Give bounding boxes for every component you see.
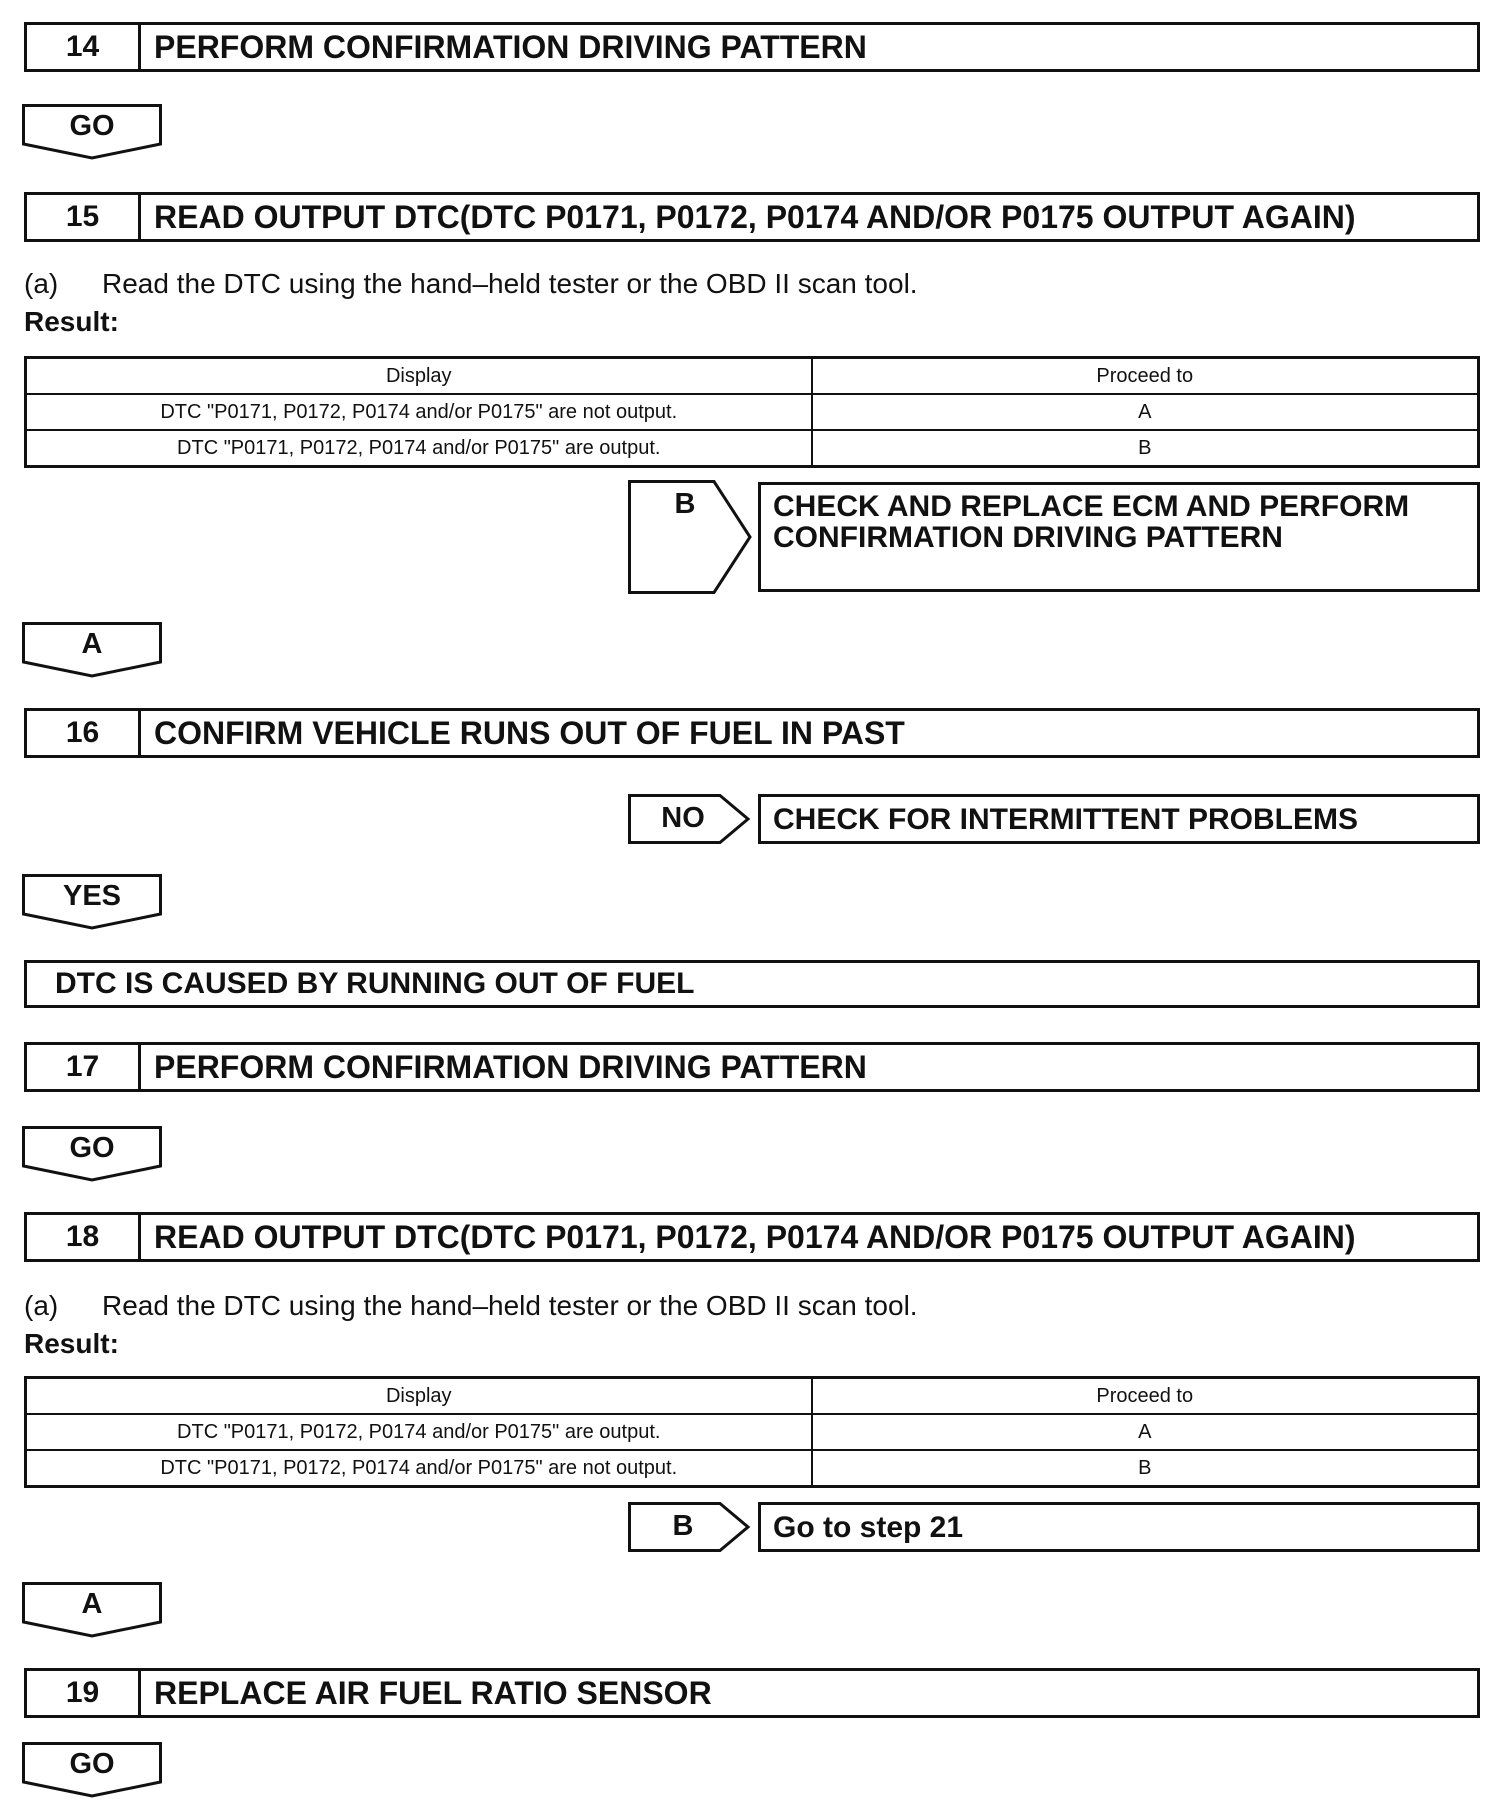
result-heading: Result: xyxy=(24,1328,119,1359)
step-17-header xyxy=(24,1042,1480,1092)
step-title: PERFORM CONFIRMATION DRIVING PATTERN xyxy=(154,1048,867,1085)
branch-b xyxy=(628,480,752,594)
result-table xyxy=(24,356,1480,468)
go-label: GO xyxy=(69,1748,115,1780)
step-number: 17 xyxy=(27,1045,141,1089)
action-box xyxy=(758,482,1480,592)
table-cell: A xyxy=(812,1414,1479,1450)
step-number: 14 xyxy=(27,25,141,69)
item-text: Read the DTC using the hand–held tester or the OBD II scan tool. xyxy=(102,268,918,299)
action-text-line: CONFIRMATION DRIVING PATTERN xyxy=(773,521,1283,554)
step-title: READ OUTPUT DTC(DTC P0171, P0172, P0174 AND/OR P0175 OUTPUT AGAIN) xyxy=(154,1218,1356,1255)
go-tag xyxy=(22,1126,162,1182)
step-number: 18 xyxy=(27,1215,141,1259)
a-tag xyxy=(22,622,162,678)
table-row xyxy=(26,394,1479,430)
item-label: (a) xyxy=(24,268,59,299)
step-16-header xyxy=(24,708,1480,758)
table-row xyxy=(26,1414,1479,1450)
result-heading: Result: xyxy=(24,306,119,337)
a-label: A xyxy=(81,1588,103,1620)
instruction-paragraph xyxy=(24,268,918,300)
table-cell: B xyxy=(812,430,1479,467)
step-title: REPLACE AIR FUEL RATIO SENSOR xyxy=(154,1674,712,1711)
table-cell: DTC "P0171, P0172, P0174 and/or P0175" are output. xyxy=(26,1414,812,1450)
branch-label: B xyxy=(674,488,696,520)
step-19-header xyxy=(24,1668,1480,1718)
step-15-header xyxy=(24,192,1480,242)
column-header: Proceed to xyxy=(812,358,1479,395)
table-cell: DTC "P0171, P0172, P0174 and/or P0175" are not output. xyxy=(26,394,812,430)
step-14-header xyxy=(24,22,1480,72)
step-18-header xyxy=(24,1212,1480,1262)
branch-label: B xyxy=(672,1510,694,1542)
table-header-row xyxy=(26,358,1479,395)
yes-label: YES xyxy=(62,880,122,912)
table-row xyxy=(26,430,1479,467)
column-header: Display xyxy=(26,1378,812,1415)
action-box: Go to step 21 xyxy=(758,1502,1480,1552)
go-tag xyxy=(22,104,162,160)
table-cell: A xyxy=(812,394,1479,430)
branch-no xyxy=(628,794,752,844)
table-cell: DTC "P0171, P0172, P0174 and/or P0175" are output. xyxy=(26,430,812,467)
step-title: CONFIRM VEHICLE RUNS OUT OF FUEL IN PAST xyxy=(154,714,905,751)
yes-tag xyxy=(22,874,162,930)
column-header: Proceed to xyxy=(812,1378,1479,1415)
action-box: CHECK FOR INTERMITTENT PROBLEMS xyxy=(758,794,1480,844)
result-table xyxy=(24,1376,1480,1488)
go-label: GO xyxy=(69,1132,115,1164)
column-header: Display xyxy=(26,358,812,395)
table-cell: DTC "P0171, P0172, P0174 and/or P0175" are not output. xyxy=(26,1450,812,1487)
branch-label: NO xyxy=(661,802,705,834)
action-text-line: CHECK AND REPLACE ECM AND PERFORM xyxy=(773,490,1410,523)
step-number: 16 xyxy=(27,711,141,755)
a-label: A xyxy=(81,628,103,660)
a-tag xyxy=(22,1582,162,1638)
item-text: Read the DTC using the hand–held tester or the OBD II scan tool. xyxy=(102,1290,918,1321)
conclusion-banner: DTC IS CAUSED BY RUNNING OUT OF FUEL xyxy=(24,960,1480,1008)
item-label: (a) xyxy=(24,1290,59,1321)
step-number: 19 xyxy=(27,1671,141,1715)
go-tag xyxy=(22,1742,162,1798)
table-cell: B xyxy=(812,1450,1479,1487)
instruction-paragraph xyxy=(24,1290,918,1322)
step-number: 15 xyxy=(27,195,141,239)
table-row xyxy=(26,1450,1479,1487)
table-header-row xyxy=(26,1378,1479,1415)
branch-b xyxy=(628,1502,752,1552)
step-title: READ OUTPUT DTC(DTC P0171, P0172, P0174 AND/OR P0175 OUTPUT AGAIN) xyxy=(154,198,1356,235)
step-title: PERFORM CONFIRMATION DRIVING PATTERN xyxy=(154,28,867,65)
go-label: GO xyxy=(69,110,115,142)
